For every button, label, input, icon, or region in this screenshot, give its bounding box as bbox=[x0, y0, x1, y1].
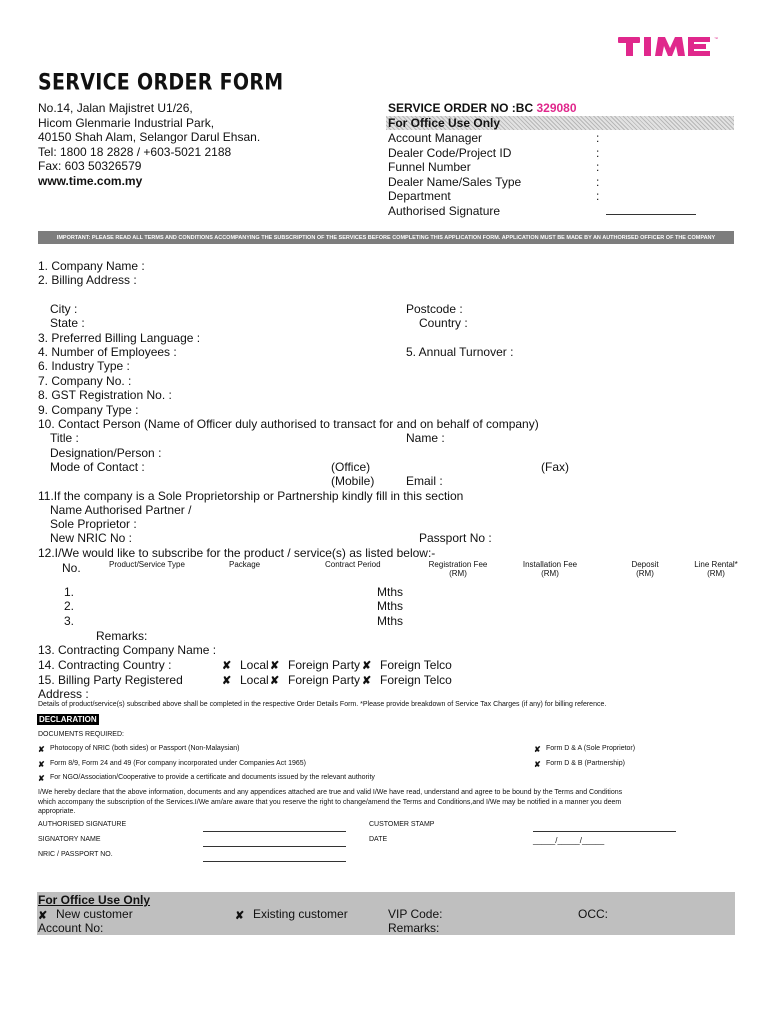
doc-nric: Photocopy of NRIC (both sides) or Passport (Non-Malaysian) bbox=[50, 745, 240, 752]
passport-label: Passport No : bbox=[419, 531, 492, 545]
city-label: City : bbox=[50, 302, 78, 316]
occ-label: OCC: bbox=[578, 907, 608, 921]
table-row-mths: Mths bbox=[377, 614, 404, 628]
service-order-label bbox=[388, 101, 577, 115]
checkbox-foreign-telco[interactable]: ✘ bbox=[362, 675, 372, 687]
colon: : bbox=[596, 145, 600, 160]
colon: : bbox=[596, 131, 600, 145]
check-icon[interactable]: ✘ bbox=[534, 760, 541, 769]
office-fields bbox=[388, 131, 521, 218]
doc-form-d-b: Form D & B (Partnership) bbox=[546, 760, 625, 767]
col-contract: Contract Period bbox=[325, 560, 381, 569]
declaration-line: which accompany the subscription of the Services.I/We am/are aware that you reserve the right to change/amend the Terms and Conditions,and I/We may be notified in a manner you deem bbox=[38, 798, 622, 806]
office-use-footer-heading: For Office Use Only bbox=[38, 893, 151, 907]
industry-label: 6. Industry Type : bbox=[38, 359, 130, 373]
foreign-telco-label: Foreign Telco bbox=[380, 673, 452, 687]
colon: : bbox=[596, 160, 600, 174]
col-reg-fee bbox=[418, 560, 498, 578]
authorised-signature-label: AUTHORISED SIGNATURE bbox=[38, 821, 127, 828]
fax: Fax: 603 50326579 bbox=[38, 159, 142, 173]
foreign-party-label: Foreign Party bbox=[288, 673, 361, 687]
nric-passport-line[interactable] bbox=[203, 861, 346, 862]
service-order-number: 329080 bbox=[536, 101, 577, 115]
company-address bbox=[38, 101, 260, 188]
checkbox-foreign-party[interactable]: ✘ bbox=[270, 675, 280, 687]
check-icon[interactable]: ✘ bbox=[38, 745, 45, 754]
address-line: 40150 Shah Alam, Selangor Darul Ehsan. bbox=[38, 130, 261, 144]
sole-prop-heading: 11.If the company is a Sole Proprietorship or Partnership kindly fill in this section bbox=[38, 489, 464, 503]
signatory-name-label: SIGNATORY NAME bbox=[38, 836, 101, 843]
email-label: Email : bbox=[406, 474, 443, 488]
customer-stamp-label: CUSTOMER STAMP bbox=[369, 821, 435, 828]
nric-label: New NRIC No : bbox=[50, 531, 133, 545]
table-row-mths: Mths bbox=[377, 585, 404, 599]
col-install-fee-unit: (RM) bbox=[541, 569, 559, 578]
nric-passport-label: NRIC / PASSPORT NO. bbox=[38, 851, 113, 858]
company-type-label: 9. Company Type : bbox=[38, 403, 139, 417]
address-label: Address : bbox=[38, 687, 89, 701]
company-name-label: 1. Company Name : bbox=[38, 259, 145, 273]
billing-party-label: 15. Billing Party Registered bbox=[38, 673, 183, 687]
employees-label: 4. Number of Employees : bbox=[38, 345, 177, 359]
gst-label: 8. GST Registration No. : bbox=[38, 388, 172, 402]
declaration-line: appropriate. bbox=[38, 808, 76, 815]
svg-text:™: ™ bbox=[714, 36, 718, 41]
checkbox-local[interactable]: ✘ bbox=[222, 675, 232, 687]
authorised-signature-label: Authorised Signature bbox=[388, 203, 501, 218]
time-logo bbox=[618, 34, 732, 60]
partner-label: Name Authorised Partner / bbox=[50, 503, 192, 517]
documents-required-label: DOCUMENTS REQUIRED: bbox=[38, 731, 124, 738]
designation-label: Designation/Person : bbox=[50, 446, 162, 460]
checkbox-foreign-telco[interactable]: ✘ bbox=[362, 660, 372, 672]
col-no: No. bbox=[62, 561, 81, 575]
postcode-label: Postcode : bbox=[406, 302, 463, 316]
col-install-fee-label: Installation Fee bbox=[522, 560, 578, 569]
signature-line[interactable] bbox=[606, 214, 696, 215]
check-icon[interactable]: ✘ bbox=[38, 774, 45, 783]
table-row-no: 3. bbox=[64, 614, 75, 628]
col-reg-fee-label: Registration Fee bbox=[428, 560, 488, 569]
country-label: Country : bbox=[419, 316, 468, 330]
check-icon[interactable]: ✘ bbox=[38, 760, 45, 769]
checkbox-existing-customer[interactable]: ✘ bbox=[235, 910, 245, 922]
form-title: SERVICE ORDER FORM bbox=[38, 70, 284, 96]
title-label: Title : bbox=[50, 431, 79, 445]
col-reg-fee-unit: (RM) bbox=[449, 569, 467, 578]
address-line: No.14, Jalan Majistret U1/26, bbox=[38, 101, 193, 115]
funnel-number-label: Funnel Number bbox=[388, 160, 471, 174]
col-deposit-label: Deposit bbox=[631, 560, 659, 569]
existing-customer-label: Existing customer bbox=[253, 907, 348, 921]
address-line: Hicom Glenmarie Industrial Park, bbox=[38, 115, 215, 130]
declaration-text bbox=[38, 788, 622, 817]
checkbox-local[interactable]: ✘ bbox=[222, 660, 232, 672]
contracting-company-label: 13. Contracting Company Name : bbox=[38, 643, 217, 657]
account-no-label: Account No: bbox=[38, 921, 104, 935]
state-label: State : bbox=[50, 316, 85, 330]
doc-ngo: For NGO/Association/Cooperative to provide a certificate and documents issued by the relevant authority bbox=[50, 774, 375, 781]
col-rental bbox=[688, 560, 744, 578]
billing-language-label: 3. Preferred Billing Language : bbox=[38, 331, 201, 345]
check-icon[interactable]: ✘ bbox=[534, 745, 541, 754]
table-row-no: 2. bbox=[64, 599, 75, 613]
telephone: Tel: 1800 18 2828 / +603-5021 2188 bbox=[38, 144, 232, 159]
foreign-party-label: Foreign Party bbox=[288, 658, 361, 672]
subscribe-heading: 12.I/We would like to subscribe for the product / service(s) as listed below:- bbox=[38, 546, 436, 560]
col-install-fee bbox=[510, 560, 590, 578]
office-field-colons bbox=[596, 131, 599, 204]
table-row-mths: Mths bbox=[377, 599, 404, 613]
details-note: Details of product/service(s) subscribed above shall be completed in the respective Order Details Form. *Please provide breakdown of Service Tax Charges (if any) for billing reference. bbox=[38, 701, 607, 708]
foreign-telco-label: Foreign Telco bbox=[380, 658, 452, 672]
mode-contact-label: Mode of Contact : bbox=[50, 460, 145, 474]
fax-label: (Fax) bbox=[541, 460, 569, 474]
company-no-label: 7. Company No. : bbox=[38, 374, 132, 388]
vip-code-label: VIP Code: bbox=[388, 907, 443, 921]
mobile-label: (Mobile) bbox=[331, 474, 375, 488]
contact-person-label: 10. Contact Person (Name of Officer duly authorised to transact for and on behalf of company) bbox=[38, 417, 539, 431]
contracting-country-label: 14. Contracting Country : bbox=[38, 658, 172, 672]
office-phone-label: (Office) bbox=[331, 460, 371, 474]
col-rental-unit: (RM) bbox=[707, 569, 725, 578]
col-rental-label: Line Rental* bbox=[694, 560, 738, 569]
customer-stamp-line[interactable] bbox=[533, 831, 676, 832]
colon: : bbox=[596, 174, 600, 189]
col-deposit bbox=[620, 560, 670, 578]
department-label: Department bbox=[388, 189, 451, 203]
declaration-heading: DECLARATION bbox=[39, 715, 97, 724]
colon: : bbox=[596, 189, 600, 203]
billing-address-label: 2. Billing Address : bbox=[38, 273, 137, 287]
col-product: Product/Service Type bbox=[109, 560, 185, 569]
remarks-footer-label: Remarks: bbox=[388, 921, 440, 935]
local-label: Local bbox=[240, 658, 269, 672]
authorised-signature-line[interactable] bbox=[203, 831, 346, 832]
date-label: DATE bbox=[369, 836, 388, 843]
name-label: Name : bbox=[406, 431, 445, 445]
declaration-line: I/We hereby declare that the above information, documents and any appendices attached are true and valid I/We have read, understand and agree to be bound by the Terms and Conditions bbox=[38, 789, 623, 796]
proprietor-label: Sole Proprietor : bbox=[50, 517, 137, 531]
dealer-name-label: Dealer Name/Sales Type bbox=[388, 174, 522, 189]
office-use-heading: For Office Use Only bbox=[388, 116, 501, 130]
website: www.time.com.my bbox=[38, 173, 143, 188]
date-field[interactable]: _____/_____/_____ bbox=[533, 836, 605, 845]
remarks-label: Remarks: bbox=[96, 629, 148, 643]
signatory-name-line[interactable] bbox=[203, 846, 346, 847]
important-notice: IMPORTANT: PLEASE READ ALL TERMS AND CONDITIONS ACCOMPANYING THE SUBSCRIPTION OF THE SERVICES BEFORE COMPLETING THIS APPLICATION FORM. APPLICATION MUST BE MADE BY AN AUTHORISED OFFICER OF THE COMPANY bbox=[56, 235, 716, 241]
col-package: Package bbox=[229, 560, 261, 569]
doc-form-8-9: Form 8/9, Form 24 and 49 (For company incorporated under Companies Act 1965) bbox=[50, 760, 307, 767]
dealer-code-label: Dealer Code/Project ID bbox=[388, 145, 512, 160]
doc-form-d-a: Form D & A (Sole Proprietor) bbox=[546, 745, 636, 752]
checkbox-foreign-party[interactable]: ✘ bbox=[270, 660, 280, 672]
table-row-no: 1. bbox=[64, 585, 75, 599]
turnover-label: 5. Annual Turnover : bbox=[406, 345, 514, 359]
local-label: Local bbox=[240, 673, 269, 687]
new-customer-label: New customer bbox=[56, 907, 133, 921]
checkbox-new-customer[interactable]: ✘ bbox=[38, 910, 48, 922]
account-manager-label: Account Manager bbox=[388, 131, 483, 145]
col-deposit-unit: (RM) bbox=[636, 569, 654, 578]
service-order-label-text: SERVICE ORDER NO :BC bbox=[388, 101, 534, 115]
